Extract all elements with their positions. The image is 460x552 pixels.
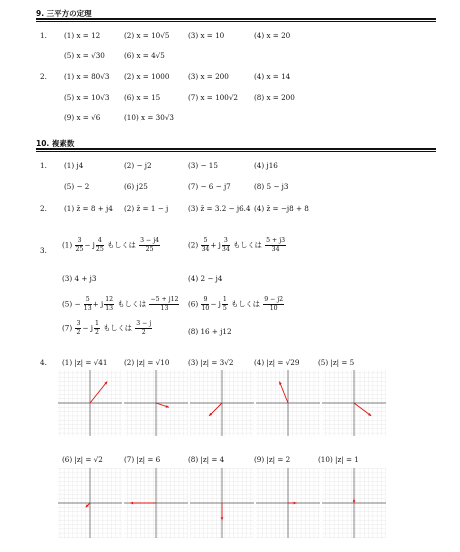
answer-item: (2) z̄ = 1 − j — [124, 204, 169, 213]
answer-item: (3) x = 10 — [188, 31, 225, 40]
answer-item: (4) x = 14 — [254, 72, 291, 81]
answer-item: (1) j4 — [64, 161, 84, 170]
answer-item: (6) j25 — [124, 182, 148, 191]
complex-plane — [124, 370, 188, 436]
answer-item: (2) x = 1000 — [124, 72, 170, 81]
answer-item: (4) 2 − j4 — [188, 274, 223, 283]
magnitude-label: (7) |z| = 6 — [124, 455, 161, 464]
answer-item: (6) x = 4√5 — [124, 51, 165, 60]
magnitude-label: (4) |z| = √29 — [254, 358, 300, 367]
magnitude-label: (5) |z| = 5 — [318, 358, 355, 367]
question-number: 1. — [40, 31, 47, 40]
complex-plane — [58, 370, 122, 436]
section-rule — [36, 148, 436, 150]
answer-item: (3) − 15 — [188, 161, 218, 170]
question-number: 1. — [40, 161, 47, 170]
answer-item: (8) x = 200 — [254, 93, 295, 102]
answer-item: (6) x = 15 — [124, 93, 161, 102]
section-rule — [36, 21, 436, 22]
answer-item: (5) x = 10√3 — [64, 93, 110, 102]
complex-plane — [322, 468, 386, 538]
question-number: 2. — [40, 204, 47, 213]
complex-plane-plots-row2 — [58, 468, 386, 538]
fraction-answer-5: (5) − $\frac{5}{13}$ + j $\frac{12}{13}$ もしくは $\frac{-5 + j12}{13}$ — [62, 296, 179, 313]
complex-plane — [256, 468, 320, 538]
complex-plane — [124, 468, 188, 538]
answer-item: (5) − 2 — [64, 182, 90, 191]
answer-item: (4) j16 — [254, 161, 278, 170]
answer-item: (4) z̄ = −j8 + 8 — [254, 204, 309, 213]
section-heading-10: 10. 複素数 — [36, 139, 75, 148]
answer-item: (8) 16 + j12 — [188, 327, 232, 336]
complex-plane — [58, 468, 122, 538]
answer-item: (4) x = 20 — [254, 31, 291, 40]
answer-item: (1) z̄ = 8 + j4 — [64, 204, 113, 213]
complex-plane — [190, 468, 254, 538]
answer-item: (3) 4 + j3 — [62, 274, 97, 283]
fraction-answer-7: (7) $\frac{3}{2}$ − j $\frac{1}{2}$ もしくは $\frac{3 - j}{2}$ — [62, 320, 152, 337]
answer-item: (7) x = 100√2 — [188, 93, 238, 102]
answer-item: (8) 5 − j3 — [254, 182, 289, 191]
fraction-answer-2: (2) $\frac{5}{34}$ + j $\frac{3}{34}$ もしくは $\frac{5 + j3}{34}$ — [188, 237, 286, 254]
answer-item: (1) x = 80√3 — [64, 72, 110, 81]
complex-plane — [256, 370, 320, 436]
answer-item: (2) − j2 — [124, 161, 152, 170]
answer-item: (2) x = 10√5 — [124, 31, 170, 40]
magnitude-label: (2) |z| = √10 — [124, 358, 170, 367]
complex-plane-plots-row1 — [58, 370, 386, 436]
magnitude-label: (3) |z| = 3√2 — [188, 358, 234, 367]
section-heading-9: 9. 三平方の定理 — [36, 9, 92, 18]
answer-item: (3) x = 200 — [188, 72, 229, 81]
complex-plane — [190, 370, 254, 436]
answer-item: (9) x = √6 — [64, 113, 101, 122]
fraction-answer-1: (1) $\frac{3}{25}$ − j $\frac{4}{25}$ もしくは $\frac{3 - j4}{25}$ — [62, 237, 160, 254]
section-rule — [36, 18, 436, 20]
magnitude-label: (10) |z| = 1 — [318, 455, 359, 464]
magnitude-label: (6) |z| = √2 — [62, 455, 103, 464]
answer-item: (1) x = 12 — [64, 31, 101, 40]
answer-item: (5) x = √30 — [64, 51, 105, 60]
answer-item: (7) − 6 − j7 — [188, 182, 231, 191]
magnitude-label: (1) |z| = √41 — [62, 358, 108, 367]
question-number: 2. — [40, 72, 47, 81]
answer-item: (10) x = 30√3 — [124, 113, 174, 122]
complex-plane — [322, 370, 386, 436]
section-rule — [36, 151, 436, 152]
magnitude-label: (9) |z| = 2 — [254, 455, 291, 464]
answer-item: (3) z̄ = 3.2 − j6.4 — [188, 204, 251, 213]
question-number: 4. — [40, 358, 47, 367]
question-number: 3. — [40, 246, 47, 255]
fraction-answer-6: (6) $\frac{9}{10}$ − j $\frac{1}{5}$ もしくは $\frac{9 - j2}{10}$ — [188, 296, 284, 313]
magnitude-label: (8) |z| = 4 — [188, 455, 225, 464]
